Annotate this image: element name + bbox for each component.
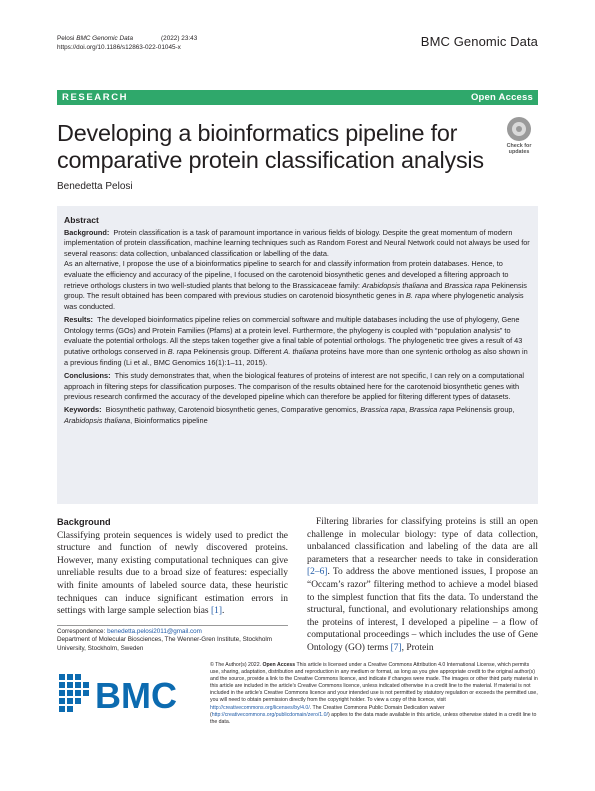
background-text-2c: Pekinensis group. The result obtained has been compared with previous studies on carotenoid biosynthetic genes in xyxy=(64,280,527,301)
background-text-2b: and xyxy=(428,280,445,290)
results-text-c: proteins have more than one syntenic ortholog as also shown in a previous finding (Li et al., BMC Genomics 16(1):1–11, 2015). xyxy=(64,346,528,367)
right-text-b: . To address the above mentioned issues, I propose an “Occam’s razor” filtering method to achieve a model biased to the simplest function that fits the data. To understand the structural, functional, and evolutionary relationships among the proteins of interest, I developed a pipeline – a flow of computational proceedings – which includes the use of Gene Ontology (GO) terms xyxy=(307,567,538,653)
keywords-text-b: , xyxy=(405,405,410,415)
abstract-heading: Abstract xyxy=(64,215,99,225)
conclusions-label: Conclusions: xyxy=(64,370,111,380)
background-text-2d: where phylogenetic analysis was conducted. xyxy=(64,291,524,311)
license-link[interactable]: http://creativecommons.org/licenses/by/4.0/ xyxy=(210,704,310,711)
keyword-species-1: Brassica rapa xyxy=(360,405,406,415)
badge-line2: updates xyxy=(508,149,530,155)
affiliation: Department of Molecular Biosciences, The Wenner-Gren Institute, Stockholm University, Stockholm, Sweden xyxy=(57,636,273,652)
check-for-updates-badge[interactable] xyxy=(501,115,537,158)
body-right-column xyxy=(307,516,538,655)
keywords-label: Keywords: xyxy=(64,405,102,415)
background-text-1: Protein classification is a task of paramount importance in various fields of biology. Despite the great momentum of modern implementation of protein classification, machine learning techniques such as Random Forest and Neural Network could not always be used for several reasons: data collection, unbalanced classification or labelling of the data. xyxy=(64,227,530,258)
license-text xyxy=(210,662,538,726)
abstract-results xyxy=(64,315,531,368)
background-text-2a: As an alternative, I propose the use of a bioinformatics pipeline to search for and classify information from protein databases. Hence, to evaluate the efficiency and accuracy of the pipeline, I focused on the carotenoid biosynthetic genes and developed a filtering approach to retrieve orthologs clusters in two well-studied plants that belong to the Brassicaceae family: xyxy=(64,259,509,290)
background-label: Background: xyxy=(64,227,110,237)
journal-name: BMC Genomic Data xyxy=(420,34,538,49)
public-domain-link[interactable]: http://creativecommons.org/publicdomain/zero/1.0/ xyxy=(211,711,328,718)
keywords-text-a: Biosynthetic pathway, Carotenoid biosynthetic genes, Comparative genomics, xyxy=(105,405,361,415)
license-text-c: ) applies to the data made available in this article, unless otherwise stated in a credit line to the data. xyxy=(210,711,537,725)
header-journal: BMC Genomic Data xyxy=(76,35,134,42)
right-text-c: , Protein xyxy=(401,642,434,653)
abstract-box xyxy=(57,206,538,504)
left-text-b: . xyxy=(221,606,225,617)
citation-link[interactable]: [7] xyxy=(390,642,402,653)
keyword-species-2: Brassica rapa xyxy=(409,405,455,415)
species-brapa: B. rapa xyxy=(405,291,430,301)
body-left-column xyxy=(57,516,288,618)
citation-link[interactable]: [1] xyxy=(210,606,222,617)
correspondence-label: Correspondence: xyxy=(57,628,108,635)
license-text-a: This article is licensed under a Creative Commons Attribution 4.0 International License, which permits use, sharing, adaptation, distribution and reproduction in any medium or format, as long as you give appropriate credit to the original author(s) and the source, provide a link to the Creative Commons licence, and indicate if changes were made. The images or other third party material in this article are included in the article’s Creative Commons licence, unless indicated otherwise in a credit line to the material. If material is not included in the article’s Creative Commons licence and your intended use is not permitted by statutory regulation or exceeds the permitted use, you will need to obtain permission directly from the copyright holder. To view a copy of this licence, visit xyxy=(210,662,538,704)
keywords-text-c: Pekinensis group, xyxy=(454,405,515,415)
article-type-banner xyxy=(57,90,538,105)
author-name: Benedetta Pelosi xyxy=(57,181,133,192)
results-text-a: The developed bioinformatics pipeline relies on commercial software and multiple databases including the use of phylogeny, Gene Ontology terms (GOs) and Protein Families (Pfams) at a protein level. Furthermore, the phylogeny is coupled with “population analysis” to evaluate the potential orthologs. All the steps taken together give a final table of potential orthologs. The phylogenetic tree gives a result of 43 putative orthologs conserved in xyxy=(64,315,523,356)
conclusions-text: This study demonstrates that, when the biological features of proteins of interest are not specific, I can rely on a computational approach in filtering steps for classification purposes. The comparison of the results obtained here for the carotenoid biosynthetic genes with previous research confirmed the accuracy of the developed pipeline which can therefore be applied for filtering different types of datasets. xyxy=(64,370,525,402)
species-brassica: Brassica rapa xyxy=(444,280,490,290)
abstract-keywords xyxy=(64,405,531,426)
keyword-species-3: Arabidopsis thaliana xyxy=(64,416,131,426)
bmc-logo-icon xyxy=(57,670,187,716)
results-text-b: Pekinensis group. Different xyxy=(191,346,284,356)
keywords-text-d: , Bioinformatics pipeline xyxy=(130,416,208,426)
copyright: © The Author(s) 2022. xyxy=(210,662,263,668)
abstract-background xyxy=(64,228,531,313)
body-left-paragraph xyxy=(57,530,288,618)
results-label: Results: xyxy=(64,315,93,325)
header-year-volume: (2022) 23:43 xyxy=(161,35,198,42)
badge-line1: Check for xyxy=(506,143,532,149)
abstract-conclusions xyxy=(64,371,531,403)
running-header xyxy=(57,34,197,52)
citation-link[interactable]: [2–6] xyxy=(307,567,328,578)
check-for-updates-icon xyxy=(507,117,531,141)
license-text-b: . The Creative Commons Public Domain Dedication waiver ( xyxy=(210,704,445,718)
results-species-1: B. rapa xyxy=(167,346,192,356)
article-type-label: RESEARCH xyxy=(62,92,129,103)
badge-text xyxy=(501,143,537,155)
right-text-a: Filtering libraries for classifying proteins is still an open challenge in molecular biology: type of data collection, unbalanced classification and labeling of the data are all parameters that a researcher needs to take in consideration xyxy=(307,517,538,565)
background-section-heading: Background xyxy=(57,517,111,527)
article-title: Developing a bioinformatics pipeline for comparative protein classification analysis xyxy=(57,120,484,173)
results-species-2: A. thaliana xyxy=(283,346,319,356)
license-open-access: Open Access xyxy=(262,662,296,668)
header-author: Pelosi xyxy=(57,35,75,42)
body-right-paragraph xyxy=(307,516,538,655)
doi-link[interactable]: https://doi.org/10.1186/s12863-022-01045-x xyxy=(57,44,181,51)
bmc-logo-text: BMC xyxy=(95,675,177,716)
open-access-label: Open Access xyxy=(470,92,533,103)
species-arabidopsis: Arabidopsis thaliana xyxy=(361,280,429,290)
left-text-a: Classifying protein sequences is widely used to predict the structure and function of newly discovered proteins. However, many existing computational techniques can give unreliable results due to a broad size of features: especially with finite amounts of labeled source data, these heuristic techniques can induce significant estimation errors in settings with large sample selection bias xyxy=(57,530,288,617)
correspondence-note xyxy=(57,625,288,653)
email-link[interactable]: benedetta.pelosi2011@gmail.com xyxy=(107,628,202,635)
